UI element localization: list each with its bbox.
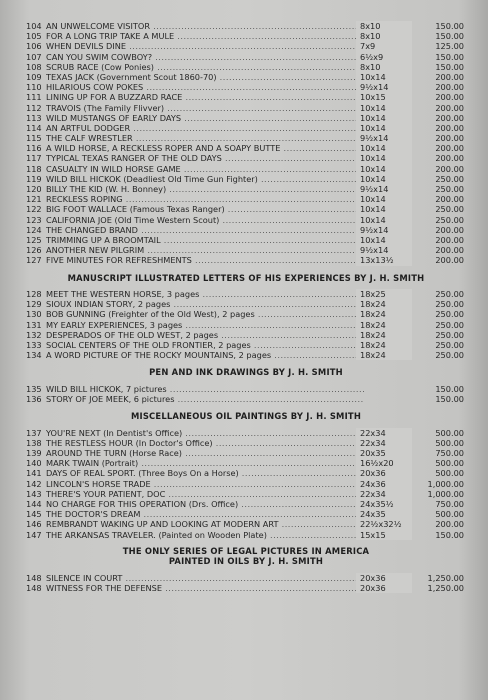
entry-size: 22x34 <box>356 489 412 499</box>
entry-price: 150.00 <box>435 394 464 404</box>
entry-title: AN UNWELCOME VISITOR ..... <box>46 21 364 31</box>
entry-size: 10x14 <box>356 164 412 174</box>
entry-size: 18x24 <box>356 299 412 309</box>
catalog-entry <box>26 489 466 499</box>
entry-price: 200.00 <box>435 224 464 235</box>
entry-title: NO CHARGE FOR THIS OPERATION (Drs. Office) ..... <box>46 499 364 509</box>
catalog-entry <box>26 235 466 245</box>
catalog-entry <box>26 428 466 438</box>
entry-price: 250.00 <box>435 309 464 320</box>
entry-size: 22x34 <box>356 428 412 438</box>
catalog-entry <box>26 309 466 319</box>
entry-title: TRIMMING UP A BROOMTAIL ..... <box>46 235 364 245</box>
entry-number: 131 <box>26 319 42 330</box>
catalog-entry <box>26 438 466 448</box>
entry-title: MY EARLY EXPERIENCES, 3 pages ..... <box>46 320 364 330</box>
entry-size: 7x9 <box>356 41 412 51</box>
entry-price: 150.00 <box>435 51 464 62</box>
catalog-entry <box>26 153 466 163</box>
entry-size: 22x34 <box>356 438 412 448</box>
entry-title: WHEN DEVILS DINE ..... <box>46 41 364 51</box>
entry-price: 150.00 <box>435 383 464 394</box>
entry-price: 150.00 <box>435 529 464 540</box>
entry-number: 137 <box>26 427 42 438</box>
entry-number: 113 <box>26 112 42 123</box>
entry-number: 133 <box>26 339 42 350</box>
entry-size: 24x35½ <box>356 499 412 509</box>
entry-price: 250.00 <box>435 319 464 330</box>
entry-title: FOR A LONG TRIP TAKE A MULE ..... <box>46 31 364 41</box>
entry-size: 10x14 <box>356 143 412 153</box>
entry-size: 20x36 <box>356 573 412 583</box>
entry-title: CAN YOU SWIM COWBOY? ..... <box>46 52 364 62</box>
entry-size: 9½x14 <box>356 225 412 235</box>
entry-size: 8x10 <box>356 62 412 72</box>
entry-size: 15x15 <box>356 530 412 540</box>
entry-number: 106 <box>26 41 42 52</box>
catalog-entry <box>26 519 466 529</box>
entry-title: LINING UP FOR A BUZZARD RACE ..... <box>46 92 364 102</box>
entry-price: 200.00 <box>435 92 464 103</box>
entry-title: AN ARTFUL DODGER ..... <box>46 123 364 133</box>
entry-price: 200.00 <box>435 255 464 266</box>
entry-title: MARK TWAIN (Portrait) ..... <box>46 458 364 468</box>
entry-title: WILD MUSTANGS OF EARLY DAYS ..... <box>46 113 364 123</box>
entry-title: CALIFORNIA JOE (Old Time Western Scout) ..... <box>46 215 364 225</box>
entry-size: 10x14 <box>356 215 412 225</box>
entry-price: 200.00 <box>435 112 464 123</box>
entry-price: 750.00 <box>435 448 464 459</box>
entry-number: 142 <box>26 478 42 489</box>
entry-price: 250.00 <box>435 184 464 194</box>
entry-title: DESPERADOS OF THE OLD WEST, 2 pages ..... <box>46 330 364 340</box>
entry-price: 200.00 <box>435 71 464 82</box>
entry-size: 18x24 <box>356 350 412 360</box>
entry-size: 6½x9 <box>356 52 412 62</box>
entry-number: 134 <box>26 350 42 361</box>
entry-price: 250.00 <box>435 350 464 361</box>
entry-size: 8x10 <box>356 31 412 41</box>
entry-number: 147 <box>26 529 42 540</box>
entry-title: BILLY THE KID (W. H. Bonney) ..... <box>46 184 364 194</box>
entry-price: 150.00 <box>435 21 464 31</box>
entry-price: 200.00 <box>435 245 464 256</box>
catalog-entry <box>26 330 466 340</box>
entry-title: FIVE MINUTES FOR REFRESHMENTS ..... <box>46 255 364 265</box>
entry-number: 118 <box>26 163 42 174</box>
entry-price: 250.00 <box>435 329 464 340</box>
entry-title: SILENCE IN COURT ..... <box>46 573 364 583</box>
section-heading: PAINTED IN OILS BY J. H. SMITH <box>168 556 324 567</box>
entry-size: 10x15 <box>356 92 412 102</box>
entry-number: 119 <box>26 173 42 184</box>
entry-price: 200.00 <box>435 143 464 154</box>
entry-size: 9½x14 <box>356 133 412 143</box>
catalog-section <box>26 404 466 540</box>
catalog-entry <box>26 384 466 394</box>
entry-size: 18x24 <box>356 309 412 319</box>
entry-number: 141 <box>26 468 42 479</box>
entry-number: 120 <box>26 184 42 194</box>
catalog-entry <box>26 174 466 184</box>
entry-size: 24x36 <box>356 479 412 489</box>
entry-number: 138 <box>26 437 42 448</box>
entry-title: BIG FOOT WALLACE (Famous Texas Ranger) ..... <box>46 204 364 214</box>
entry-price: 1,000.00 <box>427 478 464 489</box>
entry-number: 109 <box>26 71 42 82</box>
catalog-entry <box>26 41 466 51</box>
catalog-entry <box>26 164 466 174</box>
entry-title: AROUND THE TURN (Horse Race) ..... <box>46 448 364 458</box>
entry-title: SIOUX INDIAN STORY, 2 pages ..... <box>46 299 364 309</box>
entry-title: THE DOCTOR'S DREAM ..... <box>46 509 364 519</box>
catalog-entry <box>26 72 466 82</box>
catalog-entry <box>26 583 466 593</box>
entry-size: 22½x32½ <box>356 519 412 529</box>
catalog-entry <box>26 184 466 194</box>
entry-size: 20x35 <box>356 448 412 458</box>
entry-number: 148 <box>26 582 42 593</box>
entry-number: 105 <box>26 31 42 42</box>
entry-title: THERE'S YOUR PATIENT, DOC ..... <box>46 489 364 499</box>
entry-price: 250.00 <box>435 173 464 184</box>
entry-number: 125 <box>26 234 42 245</box>
entry-price: 200.00 <box>435 194 464 205</box>
catalog-section <box>26 540 466 593</box>
catalog-entry <box>26 289 466 299</box>
entry-title: YOU'RE NEXT (In Dentist's Office) ..... <box>46 428 364 438</box>
entry-title: MEET THE WESTERN HORSE, 3 pages ..... <box>46 289 364 299</box>
entry-size: 9½x14 <box>356 245 412 255</box>
entry-title: THE CHANGED BRAND ..... <box>46 225 364 235</box>
entry-title: WITNESS FOR THE DEFENSE ..... <box>46 583 364 593</box>
entry-number: 108 <box>26 61 42 72</box>
entry-title: STORY OF JOE MEEK, 6 pictures ..... <box>46 394 364 404</box>
entry-price: 250.00 <box>435 289 464 299</box>
entry-number: 116 <box>26 143 42 154</box>
entry-size: 9½x14 <box>356 82 412 92</box>
entry-title: TEXAS JACK (Government Scout 1860-70) ..... <box>46 72 364 82</box>
entry-number: 135 <box>26 383 42 394</box>
entry-number: 124 <box>26 224 42 235</box>
section-heading: MANUSCRIPT ILLUSTRATED LETTERS OF HIS EXPERIENCES BY J. H. SMITH <box>67 272 425 283</box>
entry-title: SCRUB RACE (Cow Ponies) ..... <box>46 62 364 72</box>
entry-size: 10x14 <box>356 103 412 113</box>
entry-price: 250.00 <box>435 204 464 215</box>
entry-price: 1,250.00 <box>427 582 464 593</box>
entry-title: WILD BILL HICKOK, 7 pictures ..... <box>46 384 364 394</box>
entry-title: BOB GUNNING (Freighter of the Old West), 2 pages ..... <box>46 309 364 319</box>
catalog-entry <box>26 509 466 519</box>
catalog-section <box>26 21 466 266</box>
entry-number: 136 <box>26 394 42 404</box>
entry-size: 18x24 <box>356 320 412 330</box>
catalog-section <box>26 266 466 361</box>
entry-title: THE RESTLESS HOUR (In Doctor's Office) ..... <box>46 438 364 448</box>
entry-title: RECKLESS ROPING ..... <box>46 194 364 204</box>
entry-title: HILARIOUS COW POKES ..... <box>46 82 364 92</box>
catalog-entry <box>26 62 466 72</box>
entry-price: 250.00 <box>435 339 464 350</box>
entry-title: THE CALF WRESTLER ..... <box>46 133 364 143</box>
entry-size: 18x25 <box>356 289 412 299</box>
entry-price: 750.00 <box>435 499 464 509</box>
entry-number: 139 <box>26 448 42 459</box>
entry-size: 20x36 <box>356 583 412 593</box>
catalog-entry <box>26 499 466 509</box>
entry-size: 10x14 <box>356 123 412 133</box>
catalog-entry <box>26 350 466 360</box>
entry-price: 200.00 <box>435 122 464 133</box>
entry-size: 18x24 <box>356 340 412 350</box>
entry-size: 10x14 <box>356 174 412 184</box>
catalog-entry <box>26 225 466 235</box>
entry-size: 16½x20 <box>356 458 412 468</box>
entry-number: 126 <box>26 245 42 256</box>
catalog-entry <box>26 479 466 489</box>
catalog-entry <box>26 299 466 309</box>
catalog-entry <box>26 143 466 153</box>
entry-number: 112 <box>26 102 42 113</box>
entry-price: 500.00 <box>435 468 464 479</box>
catalog-entry <box>26 204 466 214</box>
entry-number: 104 <box>26 21 42 31</box>
section-heading: PEN AND INK DRAWINGS BY J. H. SMITH <box>149 367 343 378</box>
entry-price: 500.00 <box>435 509 464 520</box>
entry-title: LINCOLN'S HORSE TRADE ..... <box>46 479 364 489</box>
catalog-entry <box>26 133 466 143</box>
entry-price: 500.00 <box>435 437 464 448</box>
catalog-entry <box>26 458 466 468</box>
catalog-entry <box>26 468 466 478</box>
entry-title: THE ARKANSAS TRAVELER. (Painted on Wooden Plate) ..... <box>46 530 364 540</box>
entry-title: TYPICAL TEXAS RANGER OF THE OLD DAYS ..... <box>46 153 364 163</box>
entry-size: 18x24 <box>356 330 412 340</box>
entry-number: 121 <box>26 194 42 205</box>
catalog-entry <box>26 92 466 102</box>
catalog-entry <box>26 255 466 265</box>
entry-number: 148 <box>26 572 42 583</box>
catalog-entry <box>26 82 466 92</box>
catalog-entry <box>26 340 466 350</box>
catalog-entry <box>26 103 466 113</box>
entry-title: A WILD HORSE, A RECKLESS ROPER AND A SOAPY BUTTE ..... <box>46 143 364 153</box>
entry-size: 9½x14 <box>356 184 412 194</box>
entry-number: 129 <box>26 299 42 310</box>
catalog-entry <box>26 194 466 204</box>
entry-size: 20x36 <box>356 468 412 478</box>
entry-price: 150.00 <box>435 31 464 42</box>
entry-number: 130 <box>26 309 42 320</box>
catalog-entry <box>26 320 466 330</box>
entry-number: 123 <box>26 214 42 225</box>
entry-price: 250.00 <box>435 299 464 310</box>
entry-number: 122 <box>26 204 42 215</box>
entry-title: CASUALTY IN WILD HORSE GAME ..... <box>46 164 364 174</box>
entry-number: 110 <box>26 82 42 93</box>
catalog-entry <box>26 113 466 123</box>
catalog-entry <box>26 394 466 404</box>
entry-title: A WORD PICTURE OF THE ROCKY MOUNTAINS, 2 pages ..... <box>46 350 364 360</box>
entry-size: 10x14 <box>356 194 412 204</box>
entry-price: 200.00 <box>435 133 464 144</box>
entry-price: 250.00 <box>435 214 464 225</box>
entry-size: 10x14 <box>356 235 412 245</box>
entry-title: REMBRANDT WAKING UP AND LOOKING AT MODERN ART ..... <box>46 519 364 529</box>
catalog-section <box>26 360 466 404</box>
entry-size: 8x10 <box>356 21 412 31</box>
entry-size: 10x14 <box>356 153 412 163</box>
entry-number: 132 <box>26 329 42 340</box>
entry-title: SOCIAL CENTERS OF THE OLD FRONTIER, 2 pages ..... <box>46 340 364 350</box>
catalog-entry <box>26 530 466 540</box>
entry-size: 13x13½ <box>356 255 412 265</box>
entry-price: 200.00 <box>435 163 464 174</box>
section-heading: MISCELLANEOUS OIL PAINTINGS BY J. H. SMITH <box>130 411 362 422</box>
catalog-entry <box>26 245 466 255</box>
entry-price: 125.00 <box>435 41 464 52</box>
section-heading: THE ONLY SERIES OF LEGAL PICTURES IN AMERICA <box>122 545 370 556</box>
catalog-entry <box>26 573 466 583</box>
entry-size: 10x14 <box>356 72 412 82</box>
entry-number: 140 <box>26 458 42 469</box>
entry-price: 150.00 <box>435 61 464 72</box>
entry-price: 1,000.00 <box>427 488 464 499</box>
catalog-entry <box>26 21 466 31</box>
entry-number: 111 <box>26 92 42 103</box>
entry-number: 114 <box>26 122 42 133</box>
catalog-entry <box>26 52 466 62</box>
catalog-entry <box>26 123 466 133</box>
entry-number: 127 <box>26 255 42 266</box>
entry-size: 10x14 <box>356 113 412 123</box>
entry-number: 107 <box>26 51 42 62</box>
entry-number: 146 <box>26 519 42 530</box>
catalog-entry <box>26 31 466 41</box>
entry-price: 200.00 <box>435 153 464 164</box>
entry-price: 500.00 <box>435 458 464 469</box>
entry-price: 1,250.00 <box>427 572 464 583</box>
entry-number: 143 <box>26 488 42 499</box>
entry-price: 200.00 <box>435 519 464 530</box>
entry-title: TRAVOIS (The Family Flivver) ..... <box>46 103 364 113</box>
entry-title: DAYS OF REAL SPORT. (Three Boys On a Horse) ..... <box>46 468 364 478</box>
entry-title: WILD BILL HICKOK (Deadliest Old Time Gun Fighter) ..... <box>46 174 364 184</box>
entry-price: 200.00 <box>435 102 464 113</box>
entry-number: 145 <box>26 509 42 520</box>
entry-number: 115 <box>26 133 42 144</box>
entry-number: 117 <box>26 153 42 164</box>
entry-size: 24x35 <box>356 509 412 519</box>
catalog-list <box>26 21 466 593</box>
entry-price: 200.00 <box>435 234 464 245</box>
entry-size: 10x14 <box>356 204 412 214</box>
entry-number: 128 <box>26 289 42 299</box>
entry-price: 200.00 <box>435 82 464 93</box>
entry-number: 144 <box>26 499 42 509</box>
catalog-entry <box>26 215 466 225</box>
catalog-entry <box>26 448 466 458</box>
entry-price: 500.00 <box>435 427 464 438</box>
entry-title: ANOTHER NEW PILGRIM ..... <box>46 245 364 255</box>
